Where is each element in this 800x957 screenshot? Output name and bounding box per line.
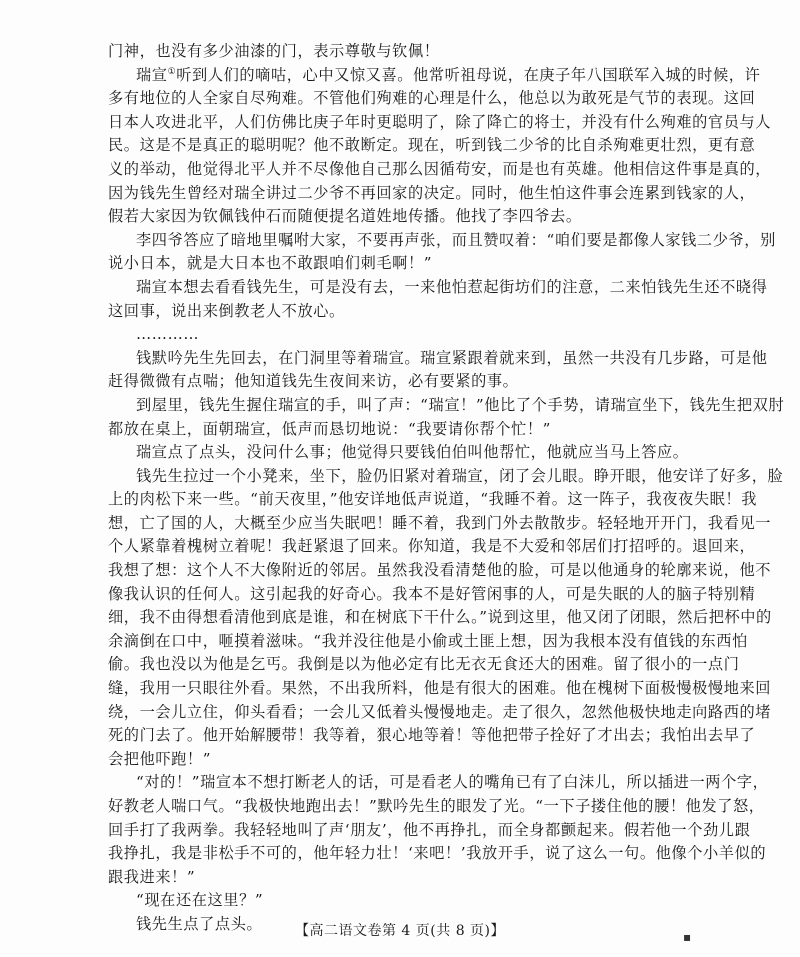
text-line: 绕，一会儿立住，仰头看看；一会儿又低着头慢慢地走。走了很久，忽然他极快地走向路西的堵 xyxy=(108,702,772,721)
text-line: 到屋里，钱先生握住瑞宣的手，叫了声：“瑞宣！”他比了个手势，请瑞宣坐下，钱先生把双肘 xyxy=(136,395,785,414)
ellipsis-separator: ………… xyxy=(136,325,200,344)
text-line: 上的肉松下来一些。“前天夜里，”他安详地低声说道，“我睡不着。这一阵子，我夜夜失眠！我 xyxy=(108,490,757,509)
text-line: 缝，我用一只眼往外看。果然，不出我所料，他是有很大的困难。他在槐树下面极慢极慢地来回 xyxy=(108,679,772,698)
text-line: 钱默吟先生先回去，在门洞里等着瑞宣。瑞宣紧跟着就来到，虽然一共没有几步路，可是他 xyxy=(136,348,768,367)
text-line: 赶得微微有点喘；他知道钱先生夜间来访，必有要紧的事。 xyxy=(108,372,519,391)
text-line: 门神，也没有多少油漆的门，表示尊敬与钦佩！ xyxy=(108,42,440,60)
text-line: 余滴倒在口中，咂摸着滋味。“我并没往他是小偷或土匪上想，因为我根本没有值钱的东西怕 xyxy=(108,631,748,650)
text-line: “现在还在这里？” xyxy=(136,891,264,910)
text-line: 多有地位的人全家自尽殉难。不管他们殉难的心理是什么，他总以为敢死是气节的表现。这回 xyxy=(108,89,756,108)
text-line: 想，亡了国的人，大概至少应当失眠吧！睡不着，我到门外去散散步。轻轻地开开门，我看见一 xyxy=(108,513,772,532)
text-line-continuation: 听到人们的嘀咕，心中又惊又喜。他常听祖母说，在庚子年八国联军入城的时候，许 xyxy=(176,65,761,84)
text-line: 都放在桌上，面朝瑞宣，低声而恳切地说：“我要请你帮个忙！” xyxy=(108,419,551,438)
text-line: 好教老人喘口气。“我极快地跑出去！”默吟先生的眼发了光。“一下子搂住他的腰！他发了怒， xyxy=(108,797,765,815)
text-line: 我想了想：这个人不大像附近的邻居。虽然我没看清楚他的脸，可是以他通身的轮廓来说，他不 xyxy=(108,561,772,580)
text-line: 因为钱先生曾经对瑞全讲过二少爷不再回家的决定。同时，他生怕这件事会连累到钱家的人， xyxy=(108,183,756,202)
text-line: 瑞宣点了点头，没问什么事；他觉得只要钱伯伯叫他帮忙，他就应当马上答应。 xyxy=(136,443,689,462)
text-line: 个人紧靠着槐树立着呢！我赶紧退了回来。你知道，我是不大爱和邻居们打招呼的。退回来， xyxy=(108,537,756,556)
text-line: 假若大家因为钦佩钱仲石而随便提名道姓地传播。他找了李四爷去。 xyxy=(108,207,582,226)
text-line: 我挣扎，我是非松手不可的，他年轻力壮！‘来吧！’我放开手，说了这么一句。他像个小羊似的 xyxy=(108,844,767,863)
footnote-marker: ① xyxy=(167,66,177,77)
text-line: 李四爷答应了暗地里嘱咐大家，不要再声张，而且赞叹着：“咱们要是都像人家钱二少爷，别 xyxy=(136,230,776,249)
text-line: 细，我不由得想看清他到底是谁，和在树底下干什么。”说到这里，他又闭了闭眼，然后把杯中的 xyxy=(108,608,772,627)
text-line: 会把他吓跑！” xyxy=(108,749,212,768)
text-line: 日本人攻进北平，人们仿佛比庚子年时更聪明了，除了降亡的将士，并没有什么殉难的官员与人 xyxy=(108,112,772,131)
passage-text xyxy=(108,40,785,937)
text-line: 像我认识的任何人。这引起我的好奇心。我本不是好管闲事的人，可是失眠的人的脑子特别精 xyxy=(108,584,756,603)
text-line: 偷。我也没以为他是乞丐。我倒是以为他必定有比无衣无食还大的困难。留了很小的一点门 xyxy=(108,655,740,674)
page-footer: 【高二语文卷第 4 页(共 8 页)】 xyxy=(294,923,506,939)
corner-mark: ▪ xyxy=(683,930,692,944)
text-line: 义的举动，他觉得北平人并不尽像他自己那么因循苟安，而是也有英雄。他相信这件事是真的， xyxy=(108,159,772,178)
text-line: 这回事，说出来倒教老人不放心。 xyxy=(108,301,345,320)
text-line: “对的！”瑞宣本不想打断老人的话，可是看老人的嘴角已有了白沫儿，所以插进一两个字， xyxy=(136,773,769,792)
text-line: 回手打了我两拳。我轻轻地叫了声‘朋友’，他不再挣扎，而全身都颤起来。假若他一个劲儿跟 xyxy=(108,820,751,839)
text-line: 说小日本，就是大日本也不敢跟咱们刺毛啊！” xyxy=(108,254,433,273)
text-line xyxy=(108,64,761,88)
text-line: 民。这是不是真正的聪明呢？他不敢断定。现在，听到钱二少爷的比自杀殉难更壮烈，更有意 xyxy=(108,136,756,155)
name-ruixuan: 瑞宣 xyxy=(136,65,168,84)
text-line: 死的门去了。他开始解腰带！我等着，狠心地等着！等他把带子拴好了才出去；我怕出去早了 xyxy=(108,726,756,745)
text-line: 跟我进来！” xyxy=(108,867,196,886)
text-line: 钱先生拉过一个小凳来，坐下，脸仍旧紧对着瑞宣，闭了会儿眼。睁开眼，他安详了好多，脸 xyxy=(136,466,784,485)
text-line: 瑞宣本想去看看钱先生，可是没有去，一来他怕惹起街坊们的注意，二来怕钱先生还不晓得 xyxy=(136,277,768,296)
text-line: 钱先生点了点头。 xyxy=(136,914,263,933)
